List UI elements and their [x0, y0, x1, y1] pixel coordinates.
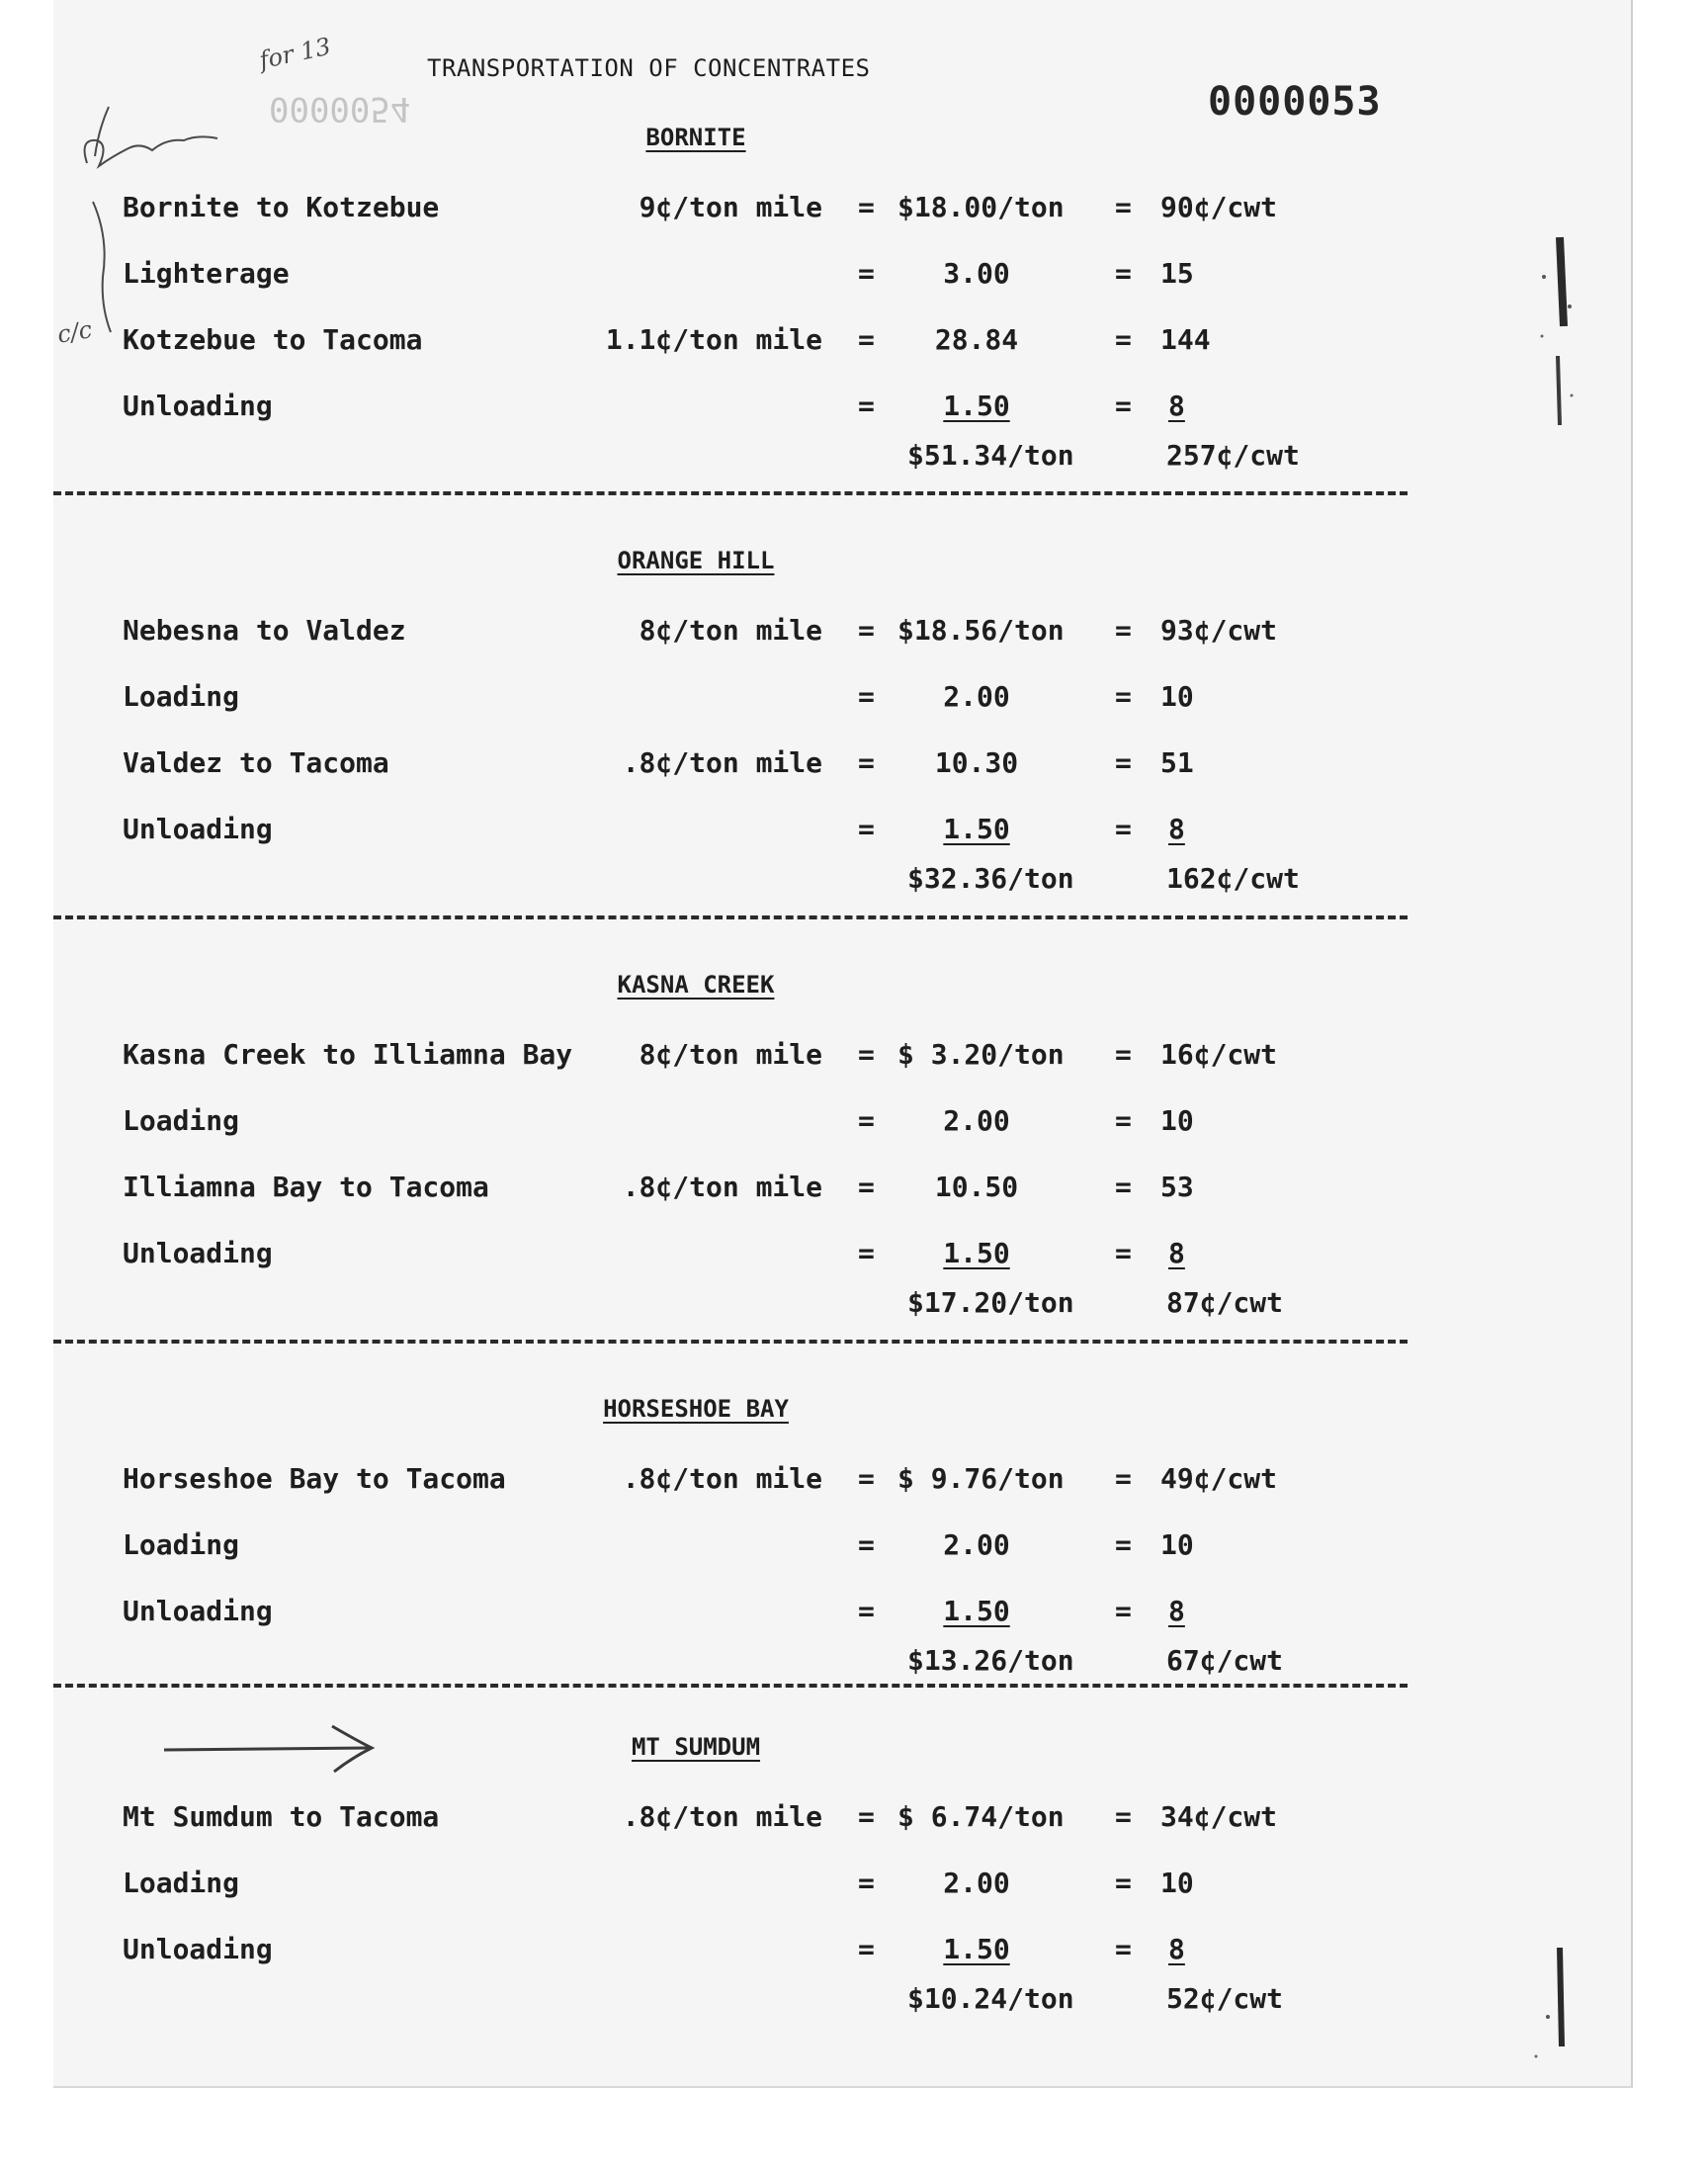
equals-sign: =	[1115, 746, 1132, 779]
cost-per-cwt: 49¢/cwt	[1160, 1462, 1278, 1495]
cost-per-cwt: 10	[1160, 680, 1194, 713]
equals-sign: =	[858, 680, 875, 713]
arrow-right-icon	[158, 1718, 385, 1778]
rate-per-ton-mile: 1.1¢/ton mile	[605, 323, 822, 356]
cost-per-cwt: 51	[1160, 746, 1194, 779]
section-divider	[53, 1340, 1408, 1344]
equals-sign: =	[1115, 813, 1132, 845]
cost-item-label: Kotzebue to Tacoma	[123, 323, 423, 356]
equals-sign: =	[858, 1104, 875, 1137]
section-divider	[53, 915, 1408, 919]
total-per-ton: $32.36/ton	[907, 862, 1074, 895]
total-per-ton: $10.24/ton	[907, 1982, 1074, 2015]
cost-item-label: Bornite to Kotzebue	[123, 191, 440, 223]
equals-sign: =	[858, 1171, 875, 1203]
equals-sign: =	[1115, 1595, 1132, 1627]
cost-per-ton: $ 3.20/ton	[897, 1038, 1065, 1071]
cost-per-ton: 1.50	[943, 1595, 1010, 1627]
cost-per-ton: 2.00	[943, 1867, 1010, 1899]
equals-sign: =	[1115, 1104, 1132, 1137]
total-per-cwt: 162¢/cwt	[1166, 862, 1300, 895]
cost-per-cwt: 8	[1168, 813, 1185, 845]
cost-item-label: Unloading	[123, 390, 273, 422]
equals-sign: =	[1115, 191, 1132, 223]
cost-per-cwt: 8	[1168, 1595, 1185, 1627]
scan-artifacts	[1522, 218, 1581, 2076]
cost-per-ton: 1.50	[943, 1933, 1010, 1965]
equals-sign: =	[1115, 257, 1132, 290]
cost-item-label: Unloading	[123, 813, 273, 845]
document-number: 0000053	[1208, 79, 1382, 125]
cost-per-cwt: 90¢/cwt	[1160, 191, 1278, 223]
cost-item-label: Unloading	[123, 1237, 273, 1269]
cost-per-ton: $18.56/ton	[897, 614, 1065, 647]
equals-sign: =	[858, 614, 875, 647]
rate-per-ton-mile: .8¢/ton mile	[622, 1171, 822, 1203]
equals-sign: =	[1115, 390, 1132, 422]
section-heading: BORNITE	[645, 124, 746, 151]
cost-per-cwt: 10	[1160, 1104, 1194, 1137]
cost-per-cwt: 8	[1168, 390, 1185, 422]
cost-item-label: Nebesna to Valdez	[123, 614, 406, 647]
equals-sign: =	[1115, 1933, 1132, 1965]
equals-sign: =	[858, 1595, 875, 1627]
cost-item-label: Kasna Creek to Illiamna Bay	[123, 1038, 573, 1071]
cost-item-label: Illiamna Bay to Tacoma	[123, 1171, 489, 1203]
cost-per-cwt: 144	[1160, 323, 1211, 356]
equals-sign: =	[858, 1528, 875, 1561]
cost-per-ton: 2.00	[943, 1104, 1010, 1137]
cost-per-cwt: 16¢/cwt	[1160, 1038, 1278, 1071]
cost-item-label: Loading	[123, 1104, 240, 1137]
cost-per-ton: 1.50	[943, 813, 1010, 845]
cost-per-cwt: 8	[1168, 1933, 1185, 1965]
cost-per-cwt: 93¢/cwt	[1160, 614, 1278, 647]
cost-item-label: Unloading	[123, 1595, 273, 1627]
equals-sign: =	[858, 1933, 875, 1965]
equals-sign: =	[858, 191, 875, 223]
equals-sign: =	[858, 323, 875, 356]
document-title: TRANSPORTATION OF CONCENTRATES	[427, 54, 871, 82]
section-divider	[53, 1684, 1408, 1688]
handwritten-scribble	[69, 69, 267, 188]
cost-per-ton: 28.84	[934, 323, 1019, 356]
cost-per-ton: 1.50	[943, 390, 1010, 422]
equals-sign: =	[1115, 1237, 1132, 1269]
equals-sign: =	[1115, 1528, 1132, 1561]
cost-per-ton: 10.30	[934, 746, 1019, 779]
equals-sign: =	[858, 1800, 875, 1833]
section-divider	[53, 491, 1408, 495]
equals-sign: =	[1115, 1800, 1132, 1833]
rate-per-ton-mile: 8¢/ton mile	[639, 1038, 822, 1071]
handwritten-note: for 13	[256, 32, 334, 75]
cost-per-cwt: 34¢/cwt	[1160, 1800, 1278, 1833]
equals-sign: =	[1115, 1867, 1132, 1899]
cost-per-ton: 2.00	[943, 680, 1010, 713]
total-per-cwt: 67¢/cwt	[1166, 1644, 1284, 1677]
rate-per-ton-mile: 8¢/ton mile	[639, 614, 822, 647]
cost-per-ton: $18.00/ton	[897, 191, 1065, 223]
cost-item-label: Mt Sumdum to Tacoma	[123, 1800, 440, 1833]
equals-sign: =	[858, 390, 875, 422]
equals-sign: =	[1115, 1171, 1132, 1203]
margin-bracket	[87, 198, 127, 336]
rate-per-ton-mile: .8¢/ton mile	[622, 1800, 822, 1833]
cost-per-cwt: 53	[1160, 1171, 1194, 1203]
total-per-cwt: 87¢/cwt	[1166, 1286, 1284, 1319]
cost-item-label: Valdez to Tacoma	[123, 746, 389, 779]
total-per-ton: $13.26/ton	[907, 1644, 1074, 1677]
total-per-cwt: 52¢/cwt	[1166, 1982, 1284, 2015]
equals-sign: =	[858, 1038, 875, 1071]
cost-item-label: Loading	[123, 1867, 240, 1899]
cost-per-ton: 3.00	[943, 257, 1010, 290]
section-heading: ORANGE HILL	[617, 547, 775, 574]
handwritten-side-note: c/c	[54, 315, 95, 349]
cost-item-label: Lighterage	[123, 257, 290, 290]
equals-sign: =	[1115, 1038, 1132, 1071]
section-heading: HORSESHOE BAY	[603, 1395, 789, 1423]
cost-per-ton: $ 6.74/ton	[897, 1800, 1065, 1833]
equals-sign: =	[1115, 614, 1132, 647]
section-heading: MT SUMDUM	[631, 1733, 761, 1761]
cost-per-cwt: 15	[1160, 257, 1194, 290]
cost-item-label: Horseshoe Bay to Tacoma	[123, 1462, 506, 1495]
cost-per-cwt: 10	[1160, 1528, 1194, 1561]
equals-sign: =	[858, 1867, 875, 1899]
cost-per-cwt: 8	[1168, 1237, 1185, 1269]
cost-per-ton: 10.50	[934, 1171, 1019, 1203]
cost-per-ton: 1.50	[943, 1237, 1010, 1269]
equals-sign: =	[1115, 1462, 1132, 1495]
cost-per-ton: $ 9.76/ton	[897, 1462, 1065, 1495]
cost-per-ton: 2.00	[943, 1528, 1010, 1561]
rate-per-ton-mile: .8¢/ton mile	[622, 1462, 822, 1495]
total-per-ton: $51.34/ton	[907, 439, 1074, 472]
bleed-through-number: 0000054	[269, 89, 411, 129]
cost-item-label: Unloading	[123, 1933, 273, 1965]
equals-sign: =	[858, 746, 875, 779]
cost-item-label: Loading	[123, 1528, 240, 1561]
cost-item-label: Loading	[123, 680, 240, 713]
equals-sign: =	[858, 1237, 875, 1269]
equals-sign: =	[858, 1462, 875, 1495]
total-per-cwt: 257¢/cwt	[1166, 439, 1300, 472]
rate-per-ton-mile: .8¢/ton mile	[622, 746, 822, 779]
equals-sign: =	[858, 813, 875, 845]
cost-per-cwt: 10	[1160, 1867, 1194, 1899]
equals-sign: =	[858, 257, 875, 290]
rate-per-ton-mile: 9¢/ton mile	[639, 191, 822, 223]
equals-sign: =	[1115, 680, 1132, 713]
section-heading: KASNA CREEK	[617, 971, 775, 999]
equals-sign: =	[1115, 323, 1132, 356]
total-per-ton: $17.20/ton	[907, 1286, 1074, 1319]
